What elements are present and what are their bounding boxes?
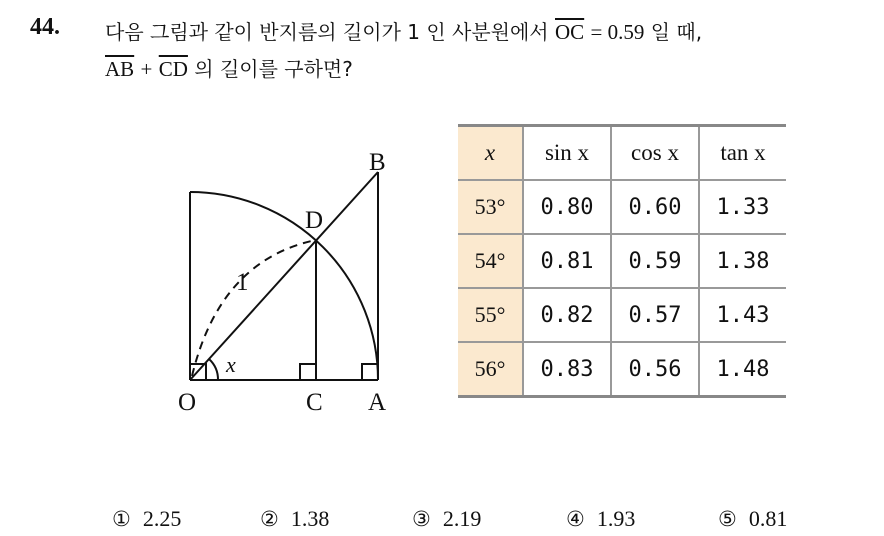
question-number: 44. bbox=[30, 14, 60, 40]
choice-value: 2.19 bbox=[442, 506, 482, 531]
cell-cos: 0.59 bbox=[611, 234, 699, 288]
table-row bbox=[458, 234, 786, 288]
cell-tan: 1.38 bbox=[699, 234, 786, 288]
quarter-arc bbox=[190, 192, 378, 380]
label-o: O bbox=[178, 389, 197, 416]
cell-cos: 0.56 bbox=[611, 342, 699, 397]
choice-2[interactable] bbox=[260, 506, 329, 532]
header-tan: tan x bbox=[699, 126, 786, 181]
header-cos: cos x bbox=[611, 126, 699, 181]
cell-cos: 0.57 bbox=[611, 288, 699, 342]
choice-value: 0.81 bbox=[748, 506, 788, 531]
segment-oc: $\overline{OC}$ bbox=[555, 20, 585, 44]
equation-value: = 0.59 bbox=[590, 20, 645, 44]
question-text-tail: 의 길이를 구하면? bbox=[194, 57, 353, 81]
cell-tan: 1.48 bbox=[699, 342, 786, 397]
cell-angle: 55° bbox=[458, 288, 523, 342]
cell-angle: 56° bbox=[458, 342, 523, 397]
cell-sin: 0.82 bbox=[523, 288, 611, 342]
choice-value: 2.25 bbox=[142, 506, 182, 531]
choice-1[interactable] bbox=[112, 506, 181, 532]
right-angle-mark-a bbox=[362, 364, 378, 380]
cell-tan: 1.43 bbox=[699, 288, 786, 342]
choice-4[interactable] bbox=[566, 506, 635, 532]
label-a: A bbox=[368, 389, 387, 416]
choice-marker: ⑤ bbox=[718, 507, 737, 531]
table-row bbox=[458, 180, 786, 234]
label-b: B bbox=[369, 149, 386, 176]
answer-choices bbox=[112, 506, 832, 536]
question-text-pre: 다음 그림과 같이 반지름의 길이가 1 인 사분원에서 bbox=[105, 20, 549, 44]
table-row bbox=[458, 288, 786, 342]
quarter-circle-figure bbox=[170, 140, 430, 430]
cell-sin: 0.81 bbox=[523, 234, 611, 288]
choice-5[interactable] bbox=[718, 506, 787, 532]
plus-sign: + bbox=[140, 57, 153, 81]
cell-cos: 0.60 bbox=[611, 180, 699, 234]
question-text-post: 일 때, bbox=[650, 20, 703, 44]
label-c: C bbox=[306, 389, 323, 416]
cell-sin: 0.80 bbox=[523, 180, 611, 234]
table-header-row bbox=[458, 126, 786, 181]
header-x: x bbox=[458, 126, 523, 181]
table-row bbox=[458, 342, 786, 397]
choice-marker: ② bbox=[260, 507, 279, 531]
segment-ob-line bbox=[190, 172, 378, 380]
trig-table bbox=[458, 124, 786, 398]
cell-tan: 1.33 bbox=[699, 180, 786, 234]
header-sin: sin x bbox=[523, 126, 611, 181]
choice-marker: ③ bbox=[412, 507, 431, 531]
choice-marker: ④ bbox=[566, 507, 585, 531]
label-radius: 1 bbox=[236, 269, 249, 296]
cell-sin: 0.83 bbox=[523, 342, 611, 397]
label-d: D bbox=[305, 207, 324, 234]
angle-arc bbox=[209, 359, 218, 380]
choice-marker: ① bbox=[112, 507, 131, 531]
cell-angle: 54° bbox=[458, 234, 523, 288]
label-angle: x bbox=[226, 352, 236, 377]
choice-3[interactable] bbox=[412, 506, 481, 532]
segment-ab: $\overline{AB}$ bbox=[105, 57, 135, 81]
choice-value: 1.38 bbox=[290, 506, 330, 531]
question-line-2 bbox=[105, 53, 353, 82]
choice-value: 1.93 bbox=[596, 506, 636, 531]
segment-cd: $\overline{CD}$ bbox=[158, 57, 188, 81]
right-angle-mark-c bbox=[300, 364, 316, 380]
question-line-1 bbox=[105, 16, 702, 45]
cell-angle: 53° bbox=[458, 180, 523, 234]
